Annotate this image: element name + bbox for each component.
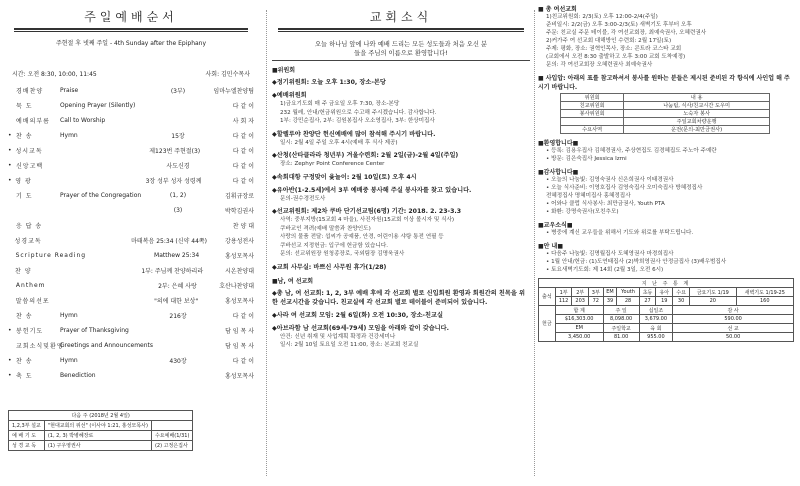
worship-item-name: 기 도 (16, 193, 33, 200)
worship-item-leader: 강용성전사 (225, 238, 255, 245)
news-item-title: ◆선교위원회: 제2차 쿠바 단기선교팀(6명) 기간: 2018. 2. 23-3.3 (272, 208, 462, 215)
worship-item-desc: Greetings and Announcements (60, 342, 154, 349)
offering-header: 주일학교 (603, 324, 639, 333)
news-item-line: 쿠바교인 격려(예배 말씀과 찬양인도) (280, 225, 371, 232)
attendance-values-row (539, 297, 794, 306)
worship-item-leader: 사 회 자 (232, 118, 254, 125)
worship-item-name: 찬 송 (16, 358, 33, 365)
next-week-cell: 성 경 교 독 (9, 441, 45, 451)
news-item-title: ◆아브라함 남 선교회(69세-79세) 모임을 아래와 같이 갖습니다. (272, 324, 449, 332)
worship-title: 주일예배순서 (84, 10, 178, 24)
news-body (272, 65, 530, 350)
next-week-cell: 예 배 기 도 (9, 431, 45, 441)
worship-item-name: 묵 도 (16, 103, 33, 110)
attendance-header: 2부 (572, 288, 589, 297)
worship-item-name: 성시교독 (15, 148, 43, 155)
worship-item-leader: 다 같 이 (232, 358, 254, 365)
col3-bottom (538, 138, 794, 274)
col3-block-line: 준비일시: 2/2(금) 오후 3:00-2/3(토) 새벽기도 후부터 오후 (546, 22, 692, 28)
news-item-line: 사랑의 물품 전달: 섭씨가 공예품, 안경, 어린이용 샤탕 통전 연필 등 (280, 234, 444, 240)
attendance-value: 112 (555, 297, 572, 306)
col3-block-line: • 다음주 나눔빛: 김명월집사 도혜영권사 마경희집사 (546, 251, 674, 257)
offering-header: 합 계 (555, 306, 603, 315)
volunteer-row (561, 110, 770, 118)
attendance-header: 유아 (656, 288, 673, 297)
intro-rule (272, 60, 530, 61)
next-week-cell: (2) 고정은집사 (151, 441, 192, 451)
offering-label: 헌금 (539, 306, 556, 342)
volunteer-cell: 친교위원회 (561, 102, 624, 110)
volunteer-header: 위원회 (561, 94, 624, 102)
offering-row (539, 324, 794, 333)
col3-block-title: ■환영합니다■ (538, 140, 579, 147)
offering-header: 육 회 (639, 324, 673, 333)
col3-block-title: ■교우소식■ (538, 222, 573, 229)
worship-item-name: 축 도 (16, 373, 33, 380)
offering-value: $16,303.00 (555, 315, 603, 324)
news-item-line: 쿠바선교 지정헌금: 입구에 헌금함 있습니다. (280, 242, 389, 249)
worship-item-leader: 홍성모목사 (225, 253, 254, 260)
worship-items (8, 83, 254, 383)
worship-item (8, 368, 254, 383)
col3-block-line: • 오늘 식사준비: 이영호집사 김영숙집사 오미숙집사 방혜정집사 (546, 185, 703, 191)
news-section-head: ■남, 여 선교회 (272, 277, 314, 285)
worship-item (8, 83, 254, 98)
worship-item-center: Matthew 25:34 (154, 252, 200, 259)
next-week-table (8, 410, 193, 451)
worship-item-name: 봉헌기도 (16, 328, 44, 335)
offering-header: 선 교 (673, 324, 794, 333)
volunteer-cell: 봉사위원회 (561, 110, 624, 118)
col3-block-line: • 어와나 클럽 식사봉사: 최만금권사, Youth PTA (546, 201, 665, 207)
attendance-value: 203 (572, 297, 589, 306)
worship-item (8, 278, 254, 293)
offering-header: 주 일 (603, 306, 639, 315)
offering-value: 3,679.00 (639, 315, 673, 324)
col3-block-title: ■ 총 여선교회 (538, 6, 577, 13)
col3-block-line: • 화환: 강명숙권사(모친추모) (546, 209, 619, 215)
worship-item (8, 158, 254, 173)
col3-block-line: 1)친교위원회: 2/3(토) 오후 12:00-2/4(주일) (546, 14, 658, 20)
worship-item-center: 사도신경 (166, 163, 190, 170)
col3-block-title: ■ 사입압: 아래의 표를 참고하셔서 봉사를 원하는 분들은 제시된 준비된 각 항식에 사인업 해 주시기 바랍니다. (538, 75, 790, 91)
news-section-head: ■위원회 (272, 67, 296, 74)
worship-item-leader: 박학김권사 (225, 208, 254, 215)
presider: 사회: 김민수목사 (205, 71, 250, 78)
statistics-table (538, 278, 794, 342)
worship-item-center: 430장 (169, 358, 187, 365)
news-column-2 (538, 0, 800, 486)
worship-item-desc: Praise (60, 87, 79, 94)
news-item-line: 일시: 2월 4일 주일 오후 4시(예배 후 식사 제공) (280, 139, 398, 146)
worship-item-mark: • (8, 327, 12, 334)
volunteer-cell (561, 118, 624, 126)
volunteer-cell: 수요사역 (561, 126, 624, 134)
worship-item (8, 128, 254, 143)
worship-item-leader: 홍성모목사 (225, 373, 254, 380)
worship-item (8, 233, 254, 248)
worship-item-mark: • (8, 132, 12, 139)
news-column (272, 0, 530, 486)
offering-header: 십일조 (639, 306, 673, 315)
worship-item (8, 308, 254, 323)
worship-item-mark: • (8, 357, 12, 364)
worship-item (8, 248, 254, 263)
offering-value: 3,450.00 (555, 333, 603, 342)
worship-item-desc: Hymn (60, 132, 78, 139)
attendance-header: 새벽기도 1/19-25 (736, 288, 793, 297)
worship-item-name: 찬 송 (16, 133, 33, 140)
worship-item-leader: 시온찬양대 (225, 268, 254, 275)
worship-item (8, 338, 254, 353)
worship-item-center: (1, 2) (169, 192, 187, 199)
worship-item-desc: Benediction (60, 372, 96, 379)
worship-item-name: Scripture Reading (15, 252, 87, 259)
worship-item-mark: • (8, 147, 12, 154)
col3-block-line: 전혜정집사 명혜미집사 홍혜정집사 (546, 193, 631, 199)
worship-item-name: 성경교독 (14, 238, 42, 245)
worship-item-leader: 홍성모목사 (225, 298, 254, 305)
worship-item-name: 신앙고백 (16, 163, 44, 170)
worship-item-name: 영 광 (15, 178, 32, 185)
news-item-title: ◆총 남, 여 선교회: 1, 2, 3부 예배 후에 각 선교회 별로 신입회원 환영과 회원간의 친목을 위한 선교시간을 갖습니다. 친교실에 각 선교회 별로 테이블이 준비되어 있습니다. (272, 289, 525, 306)
worship-item-desc: Prayer of the Congregation (60, 192, 142, 199)
news-item-line: 1)금요기도회 매 주 금요일 오후 7:30, 장소-본당 (280, 101, 400, 107)
offering-value: 50.00 (673, 333, 794, 342)
attendance-value: 72 (589, 297, 604, 306)
worship-item-leader: 다 같 이 (232, 313, 254, 320)
next-week-cell (151, 421, 192, 431)
offering-value: 955.00 (639, 333, 673, 342)
title-rule (14, 28, 248, 32)
worship-item-name: 말씀의선포 (15, 298, 50, 305)
worship-item-name: 예배의부름 (16, 118, 50, 125)
news-item-title: ◆교회 사무실: 바쁘신 사무원 휴가(1/28) (272, 263, 387, 271)
worship-item-leader: 임마누엘찬양팀 (213, 88, 254, 95)
news-item-line: 사역: 중부지방(15교회 4 마을), 사진자원(15교회 이상 볼시자 및 식사) (280, 217, 455, 223)
col3-block-line: • 방문: 김은숙집사 Jessica Izmi (546, 156, 627, 162)
attendance-value: 19 (656, 297, 673, 306)
col3-block-line: 2)커가주 여 선교회 대해방인 수련회: 2월 17일(토) (546, 38, 672, 44)
volunteer-table (560, 93, 770, 134)
col3-top (538, 4, 794, 91)
worship-item (8, 188, 254, 203)
worship-item-leader: 다 같 이 (232, 178, 254, 185)
worship-item-leader: 다 같 이 (232, 133, 254, 140)
col3-block-line: • 토요새벽기도회: 제 14회 (2월 3일, 오전 6시) (546, 267, 664, 273)
worship-item-desc: Opening Prayer (Silently) (60, 102, 136, 109)
worship-item-name: 교회소식및환영 (16, 343, 64, 350)
attendance-value: 160 (736, 297, 793, 306)
offering-header: 감 사 (673, 306, 794, 315)
col3-block-line: • 등록: 김용우집사 김혜경권사, 주상현집도 김경혜집도 주노아 주예란 (546, 148, 717, 154)
news-title: 교회소식 (369, 10, 433, 24)
worship-item-name: Anthem (15, 282, 46, 289)
volunteer-row (561, 126, 770, 134)
worship-item (8, 263, 254, 278)
news-title-rule (278, 28, 524, 32)
worship-item-leader: 담 임 목 사 (225, 328, 254, 335)
next-week-cell: (1) 구우영권사 (44, 441, 151, 451)
attendance-header: 3부 (589, 288, 604, 297)
worship-item-desc: Hymn (60, 312, 78, 319)
offering-row (539, 333, 794, 342)
worship-item-center: 3장 성부 성자 성령께 (145, 178, 202, 185)
worship-item (8, 323, 254, 338)
column-divider (266, 10, 267, 476)
attendance-label: 출석 (539, 288, 556, 306)
news-item-title: ◆산청(산타클라라 청년부) 겨울수련회: 2월 2일(금)-2월 4일(주일) (272, 152, 459, 159)
volunteer-cell: 운전(문의-최만금권사) (624, 126, 770, 134)
col3-block-line: • 병중에 계신 교우들을 위해서 기도와 위로를 부탁드립니다. (546, 230, 694, 236)
volunteer-cell: 주일교회차량운행 (624, 118, 770, 126)
news-item-line: 문의-권수경전도사 (280, 195, 326, 202)
news-item-title: ◆속회대항 구정맞이 윷놀이: 2월 10일(토) 오후 4시 (272, 173, 417, 181)
col3-block-line: 주제: 평화, 장소: 권혁인목사, 장소: 콘트라 코스타 교회 (546, 46, 682, 52)
worship-item-leader: 다 같 이 (232, 163, 254, 170)
worship-item-name: 찬 양 (15, 268, 32, 275)
worship-item-leader: 담 임 목 사 (225, 343, 254, 350)
col3-block-line: • 1월 안내/헌금: (1)도연태집사 (2)박희영권사 안정금집사 (3)배우범집사 (546, 259, 727, 265)
worship-item-desc: Call to Worship (60, 117, 106, 124)
next-week-cell: "현대교회의 위선" (이사야 1:21, 홍성모목사) (44, 421, 151, 431)
attendance-header: 수요 (673, 288, 690, 297)
offering-value: 81.00 (603, 333, 639, 342)
attendance-value: 28 (617, 297, 639, 306)
worship-item (8, 143, 254, 158)
news-item-line: 안건: 신년 취재 및 사업계획 확정과 건강세미나 (280, 333, 396, 340)
worship-item-center: (3부) (170, 88, 186, 95)
col3-block-line: (교회에서 오전 8:30 출발하고 오후 3:00 교회 도착예정) (546, 54, 686, 60)
worship-item (8, 293, 254, 308)
worship-item (8, 218, 254, 233)
col3-block-line: • 오늘의 나눔빛: 김영숙권사 신은희권사 이태경권사 (546, 177, 674, 183)
worship-item (8, 98, 254, 113)
attendance-value: 30 (673, 297, 690, 306)
attendance-header: 초등 (639, 288, 656, 297)
col3-block-title: ■안 내■ (538, 243, 564, 250)
volunteer-cell: 노숙자 봉사 (624, 110, 770, 118)
worship-item-center: 216장 (169, 313, 187, 320)
news-item-line: 문의: 선교위원장 원청종장로, 국외팀장 김명욱권사 (280, 251, 405, 257)
worship-item-name: 응 답 송 (16, 223, 43, 230)
worship-item-center: 마태복음 25:34 (신약 44쪽) (131, 238, 208, 245)
offering-row (539, 306, 794, 315)
volunteer-header: 내 용 (624, 94, 770, 102)
attendance-value: 39 (603, 297, 617, 306)
worship-item-desc: Prayer of Thanksgiving (60, 327, 129, 334)
worship-item-center: 15장 (171, 133, 185, 140)
worship-item-name: 찬 송 (16, 313, 33, 320)
volunteer-row (561, 102, 770, 110)
volunteer-cell: 나눔팀, 식사/친교시간 도우미 (624, 102, 770, 110)
worship-subtitle: 주현절 후 넷째 주일 - 4th Sunday after the Epiphany (55, 40, 207, 47)
col3-block-line: 문의: 각 여선교회장 오혜련권사 최예숙권사 (546, 62, 653, 68)
worship-item (8, 113, 254, 128)
offering-value: 590.00 (673, 315, 794, 324)
col3-block-title: ■감사합니다■ (538, 169, 579, 176)
news-item-title: ◆사라 여 선교회 모임: 2월 6일(화) 오전 10:30, 장소-친교실 (272, 311, 443, 319)
worship-item-leader: 다 같 이 (232, 148, 255, 155)
news-item-line: 일시: 2월 10일 토요일 오전 11:00, 장소: 본교회 친교실 (280, 342, 419, 348)
attendance-value: 20 (689, 297, 736, 306)
next-week-cell: 1,2,3부 설교 (9, 421, 45, 431)
offering-value: 8,098.00 (603, 315, 639, 324)
news-item-line: 장소: Zephyr Point Conference Center (280, 161, 385, 167)
worship-item-leader: 김휘규장로 (225, 193, 254, 200)
attendance-header: 금요기도 1/19 (689, 288, 736, 297)
attendance-value: 27 (639, 297, 656, 306)
worship-item-center: "의에 대한 보상" (154, 298, 199, 305)
next-week-row (9, 441, 193, 451)
next-week-row (9, 431, 193, 441)
column-divider-2 (534, 10, 535, 476)
worship-item-center: 2부: 은혜 사랑 (158, 283, 197, 290)
next-week-title: 다음 주 (2018년 2월 4일) (9, 411, 193, 421)
col3-block-line: 주문: 친교실 주문 테이블, 각 여선교회장, 최예숙권사, 오혜련권사 (546, 30, 707, 36)
news-item-line: 232 월레, 안내/헌금위원으로 수고해 주시겠습니다. 감사합니다. (280, 109, 437, 116)
next-week-cell: 수요예배(1/31) (151, 431, 192, 441)
worship-item (8, 173, 254, 188)
next-week-row (9, 421, 193, 431)
offering-row (539, 315, 794, 324)
worship-item-mark: • (8, 372, 12, 379)
news-item-title: ◆정기위원회: 오늘 오후 1:30, 장소-본당 (272, 79, 386, 86)
worship-item (8, 353, 254, 368)
worship-item-name: 경배찬양 (16, 88, 44, 95)
welcome-intro: 오늘 하나님 앞에 나와 예배 드리는 모든 성도들과 처음 오신 분들을 주님의 이름으로 환영합니다! (314, 41, 488, 57)
next-week-cell: (1, 2, 3) 박병혜장로 (44, 431, 151, 441)
news-item-line: 1부: 강민순집사, 2부: 김원봉집사 오소영집사, 3부: 한상미집사 (280, 118, 435, 124)
statistics-title: 지 난 주 통 계 (539, 279, 794, 288)
service-time: 시간: 오전 8:30, 10:00, 11:45 (12, 71, 97, 78)
attendance-header: 1부 (555, 288, 572, 297)
worship-item-leader: 호산나찬양대 (219, 283, 255, 290)
volunteer-header-row (561, 94, 770, 102)
attendance-header-row (539, 288, 794, 297)
attendance-header: EM (603, 288, 617, 297)
worship-order-column (0, 0, 262, 486)
worship-item-desc: Hymn (60, 357, 78, 364)
worship-item-mark: • (8, 177, 12, 184)
worship-item-leader: 다 같 이 (232, 103, 254, 110)
volunteer-row (561, 118, 770, 126)
news-item-title: ◆할렐루야 찬양단 헌신예배에 많이 참석해 주시기 바랍니다. (272, 130, 436, 138)
attendance-header: Youth (617, 288, 639, 297)
news-item-title: ◆유아반(1-2.5세)에서 3부 예배중 봉사해 주실 봉사자를 찾고 있습니다. (272, 186, 472, 194)
worship-item (8, 203, 254, 218)
worship-item-leader: 찬 양 대 (232, 223, 254, 230)
worship-item-center: 제123번 주현절(3) (149, 148, 201, 155)
worship-item-center: (3) (173, 207, 183, 214)
time-row (8, 69, 254, 78)
worship-item-mark: • (8, 162, 12, 169)
offering-header: EM (555, 324, 603, 333)
news-item-title: ◆예배위원회 (272, 92, 307, 99)
worship-item-center: 1부: 주님께 찬양하리라 (141, 268, 204, 275)
